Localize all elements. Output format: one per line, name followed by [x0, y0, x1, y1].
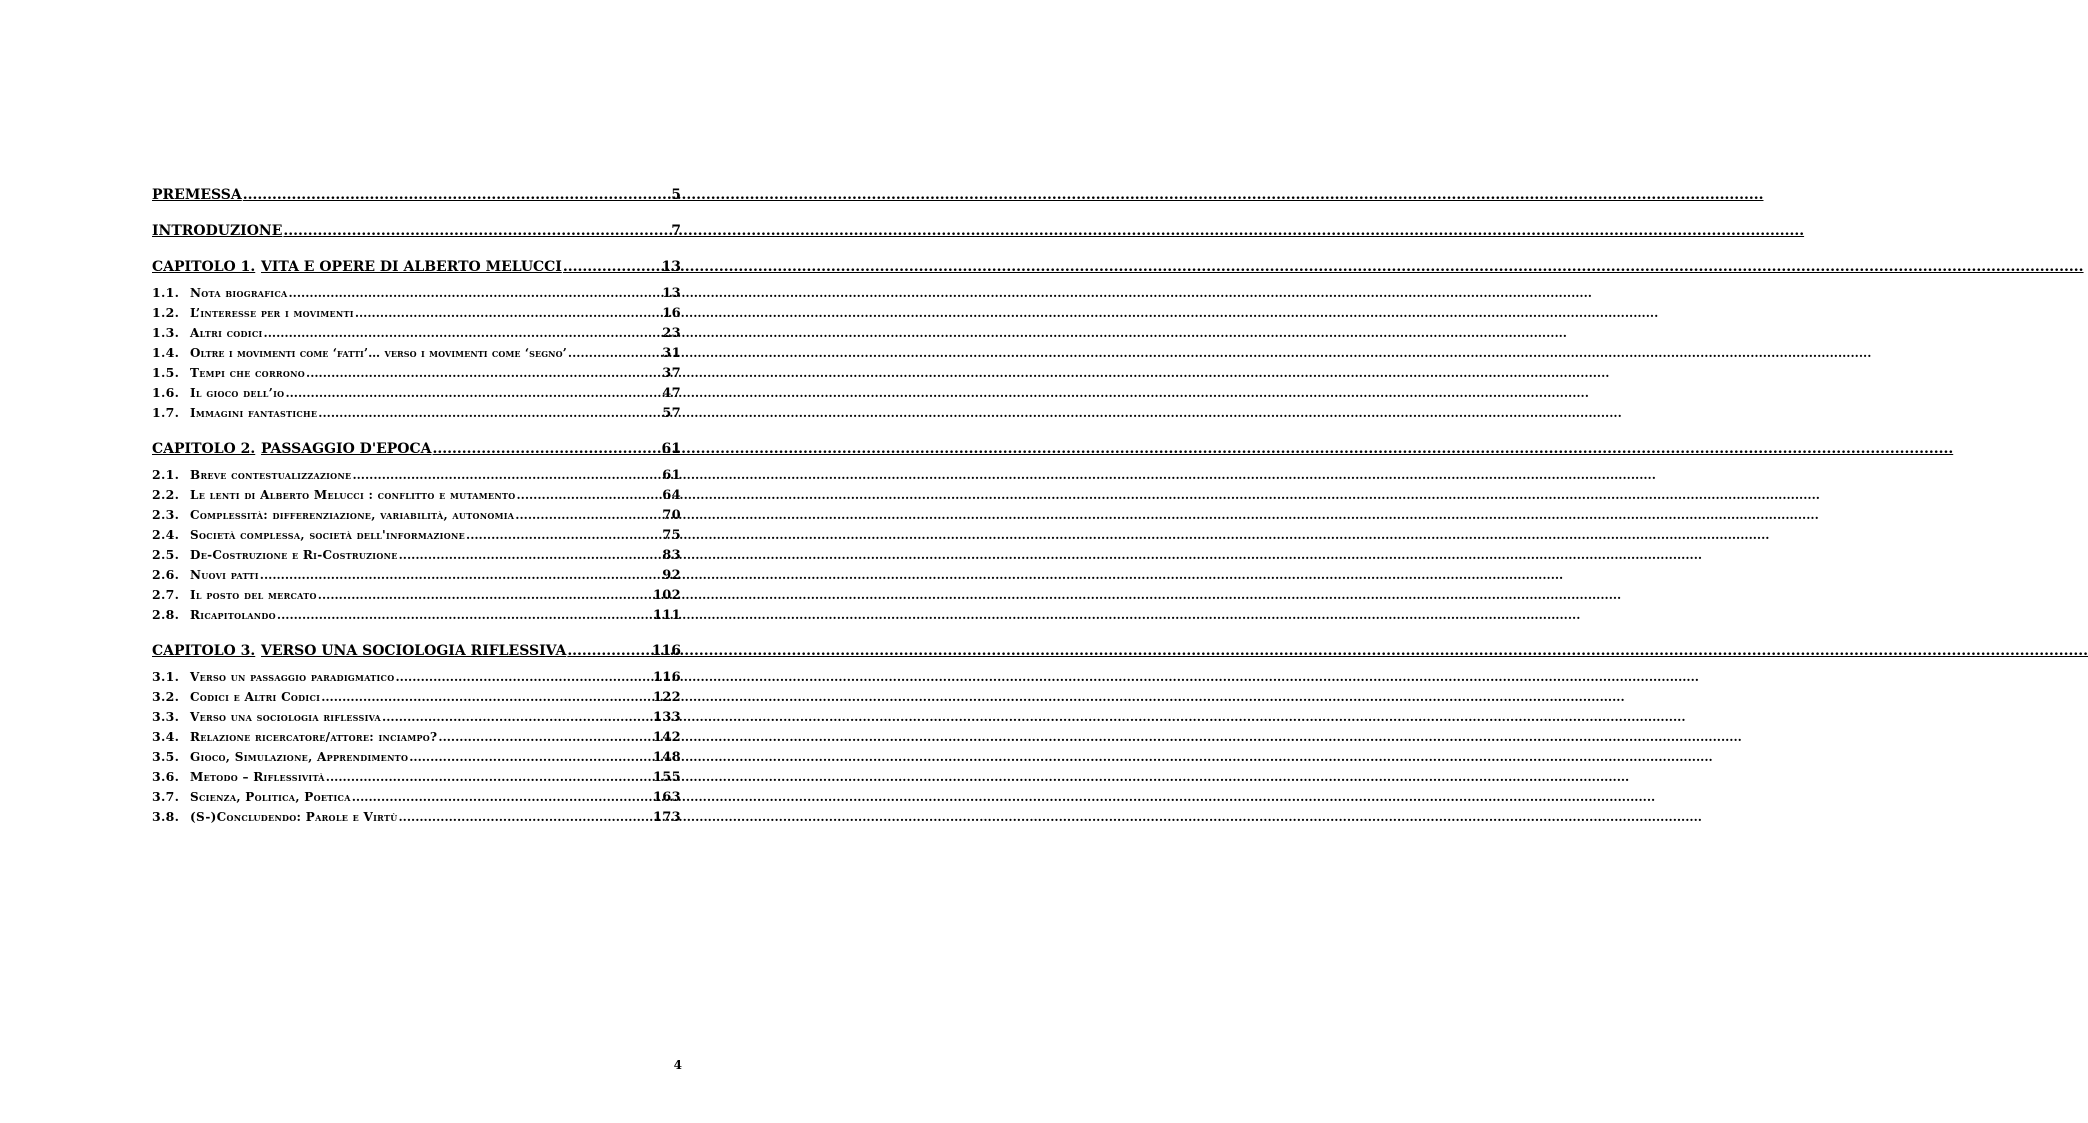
toc-entry-page: 5 — [671, 187, 681, 203]
toc-section-1-2[interactable] — [152, 303, 681, 323]
toc-leader-dots — [289, 283, 662, 303]
toc-section-number: 3.8. — [152, 809, 180, 824]
toc-section-page: 148 — [652, 750, 681, 765]
toc-chapter-page: 61 — [661, 441, 681, 457]
toc-section-page: 37 — [662, 366, 681, 381]
toc-section-number: 1.7. — [152, 405, 180, 420]
toc-section-3-6[interactable] — [152, 767, 681, 787]
toc-section-2-8[interactable] — [152, 605, 681, 625]
toc-leader-dots — [318, 403, 661, 423]
toc-entry-title: PREMESSA — [152, 187, 242, 203]
toc-section-number: 3.3. — [152, 709, 180, 724]
toc-section-2-7[interactable] — [152, 585, 681, 605]
toc-section-3-8[interactable] — [152, 807, 681, 827]
toc-section-title: Nota biografica — [190, 286, 288, 300]
toc-section-title: Il gioco dell’io — [190, 386, 285, 400]
toc-leader-dots — [409, 747, 652, 767]
toc-section-page: 61 — [662, 468, 681, 483]
toc-leader-dots — [285, 383, 661, 403]
toc-chapter-number: CAPITOLO 2. — [152, 441, 256, 457]
toc-section-number: 3.5. — [152, 749, 180, 764]
toc-section-page: 122 — [652, 690, 681, 705]
toc-section-2-2[interactable] — [152, 485, 681, 505]
toc-section-number: 3.1. — [152, 669, 180, 684]
page-number: 4 — [673, 1058, 682, 1072]
toc-section-title: Scienza, Politica, Poetica — [190, 790, 351, 804]
toc-section-number: 2.2. — [152, 487, 180, 502]
toc-section-page: 16 — [662, 306, 681, 321]
toc-chapter-title: VERSO UNA SOCIOLOGIA RIFLESSIVA — [261, 643, 567, 659]
toc-section-number: 2.8. — [152, 607, 180, 622]
toc-section-number: 2.4. — [152, 527, 180, 542]
toc-section-page: 142 — [652, 730, 681, 745]
toc-section-page: 116 — [652, 670, 681, 685]
toc-section-page: 23 — [662, 326, 681, 341]
toc-section-page: 31 — [662, 346, 681, 361]
toc-section-1-4[interactable] — [152, 343, 681, 363]
toc-section-title: Complessità: differenziazione, variabilità, autonomia — [190, 508, 515, 522]
toc-leader-dots — [515, 505, 661, 525]
toc-section-2-6[interactable] — [152, 565, 681, 585]
toc-section-page: 64 — [662, 488, 681, 503]
toc-section-number: 2.1. — [152, 467, 180, 482]
toc-section-page: 133 — [652, 710, 681, 725]
toc-section-number: 1.1. — [152, 285, 180, 300]
toc-section-number: 3.7. — [152, 789, 180, 804]
toc-leader-dots — [466, 525, 661, 545]
toc-section-2-4[interactable] — [152, 525, 681, 545]
toc-leader-dots — [264, 323, 662, 343]
toc-chapter-title: PASSAGGIO D'EPOCA — [261, 441, 432, 457]
toc-leader-dots — [318, 585, 652, 605]
toc-section-page: 173 — [652, 810, 681, 825]
toc-section-1-6[interactable] — [152, 383, 681, 403]
toc-chapter-page: 13 — [661, 259, 681, 275]
toc-section-title: Ricapitolando — [190, 608, 276, 622]
toc-section-page: 92 — [662, 568, 681, 583]
toc-leader-dots — [567, 641, 650, 661]
toc-section-title: Società complessa, società dell'informazione — [190, 528, 466, 542]
toc-section-2-5[interactable] — [152, 545, 681, 565]
toc-section-number: 2.3. — [152, 507, 180, 522]
toc-section-title: Verso una sociologia riflessiva — [190, 710, 382, 724]
toc-section-page: 70 — [662, 508, 681, 523]
toc-leader-dots — [352, 465, 661, 485]
toc-section-number: 1.3. — [152, 325, 180, 340]
toc-section-1-7[interactable] — [152, 403, 681, 423]
toc-entry-premessa[interactable] — [152, 185, 681, 205]
toc-section-title: De-Costruzione e Ri-Costruzione — [190, 548, 398, 562]
toc-section-1-5[interactable] — [152, 363, 681, 383]
toc-section-page: 111 — [652, 608, 681, 623]
toc-section-title: L’interesse per i movimenti — [190, 306, 354, 320]
toc-section-title: Breve contestualizzazione — [190, 468, 352, 482]
toc-leader-dots — [306, 363, 661, 383]
toc-section-title: Verso un passaggio paradigmatico — [190, 670, 395, 684]
toc-section-title: Immagini fantastiche — [190, 406, 318, 420]
table-of-contents — [152, 185, 681, 827]
toc-leader-dots — [260, 565, 662, 585]
toc-leader-dots — [516, 485, 661, 505]
toc-section-page: 163 — [652, 790, 681, 805]
toc-section-page: 155 — [652, 770, 681, 785]
toc-chapter-1[interactable] — [152, 257, 681, 277]
toc-section-title: Metodo – Riflessività — [190, 770, 325, 784]
toc-section-title: Le lenti di Alberto Melucci : conflitto e mutamento — [190, 488, 516, 502]
document-page — [0, 0, 794, 1123]
toc-section-number: 3.6. — [152, 769, 180, 784]
toc-leader-dots — [277, 605, 652, 625]
toc-section-number: 2.5. — [152, 547, 180, 562]
toc-section-number: 1.6. — [152, 385, 180, 400]
toc-chapter-page: 116 — [651, 643, 681, 659]
toc-leader-dots — [243, 185, 670, 205]
toc-leader-dots — [398, 807, 651, 827]
toc-entry-title: INTRODUZIONE — [152, 223, 283, 239]
toc-chapter-2[interactable] — [152, 439, 681, 459]
toc-section-number: 1.4. — [152, 345, 180, 360]
toc-section-page: 83 — [662, 548, 681, 563]
toc-section-page: 47 — [662, 386, 681, 401]
toc-leader-dots — [399, 545, 662, 565]
toc-section-3-3[interactable] — [152, 707, 681, 727]
toc-chapter-number: CAPITOLO 3. — [152, 643, 256, 659]
toc-leader-dots — [563, 257, 661, 277]
toc-section-title: Oltre i movimenti come ‘fatti’… verso i movimenti come ‘segno’ — [190, 346, 567, 360]
toc-leader-dots — [433, 439, 661, 459]
toc-section-2-3[interactable] — [152, 505, 681, 525]
toc-section-3-2[interactable] — [152, 687, 681, 707]
toc-section-number: 1.5. — [152, 365, 180, 380]
toc-leader-dots — [355, 303, 661, 323]
toc-entry-introduzione[interactable] — [152, 221, 681, 241]
toc-section-page: 75 — [662, 528, 681, 543]
toc-section-1-3[interactable] — [152, 323, 681, 343]
toc-section-title: (S-)Concludendo: Parole e Virtù — [190, 810, 398, 824]
toc-section-3-5[interactable] — [152, 747, 681, 767]
toc-section-title: Gioco, Simulazione, Apprendimento — [190, 750, 409, 764]
toc-leader-dots — [321, 687, 652, 707]
toc-section-title: Relazione ricercatore/attore: inciampo? — [190, 730, 438, 744]
toc-section-number: 3.4. — [152, 729, 180, 744]
toc-section-title: Nuovi patti — [190, 568, 259, 582]
toc-section-title: Tempi che corrono — [190, 366, 306, 380]
toc-leader-dots — [396, 667, 652, 687]
toc-leader-dots — [382, 707, 652, 727]
toc-section-page: 57 — [662, 406, 681, 421]
toc-section-page: 102 — [652, 588, 681, 603]
toc-leader-dots — [352, 787, 652, 807]
toc-section-number: 1.2. — [152, 305, 180, 320]
toc-section-title: Altri codici — [190, 326, 263, 340]
toc-section-3-4[interactable] — [152, 727, 681, 747]
toc-chapter-3[interactable] — [152, 641, 681, 661]
toc-leader-dots — [326, 767, 652, 787]
toc-section-2-1[interactable] — [152, 465, 681, 485]
toc-section-number: 2.6. — [152, 567, 180, 582]
toc-section-page: 13 — [662, 286, 681, 301]
toc-leader-dots — [283, 221, 670, 241]
toc-section-1-1[interactable] — [152, 283, 681, 303]
toc-section-3-7[interactable] — [152, 787, 681, 807]
toc-chapter-number: CAPITOLO 1. — [152, 259, 256, 275]
toc-leader-dots — [568, 343, 661, 363]
toc-section-title: Il posto del mercato — [190, 588, 317, 602]
toc-chapter-title: VITA E OPERE DI ALBERTO MELUCCI — [261, 259, 562, 275]
toc-section-number: 2.7. — [152, 587, 180, 602]
toc-section-3-1[interactable] — [152, 667, 681, 687]
toc-section-number: 3.2. — [152, 689, 180, 704]
toc-entry-page: 7 — [671, 223, 681, 239]
toc-section-title: Codici e Altri Codici — [190, 690, 321, 704]
toc-leader-dots — [438, 727, 652, 747]
